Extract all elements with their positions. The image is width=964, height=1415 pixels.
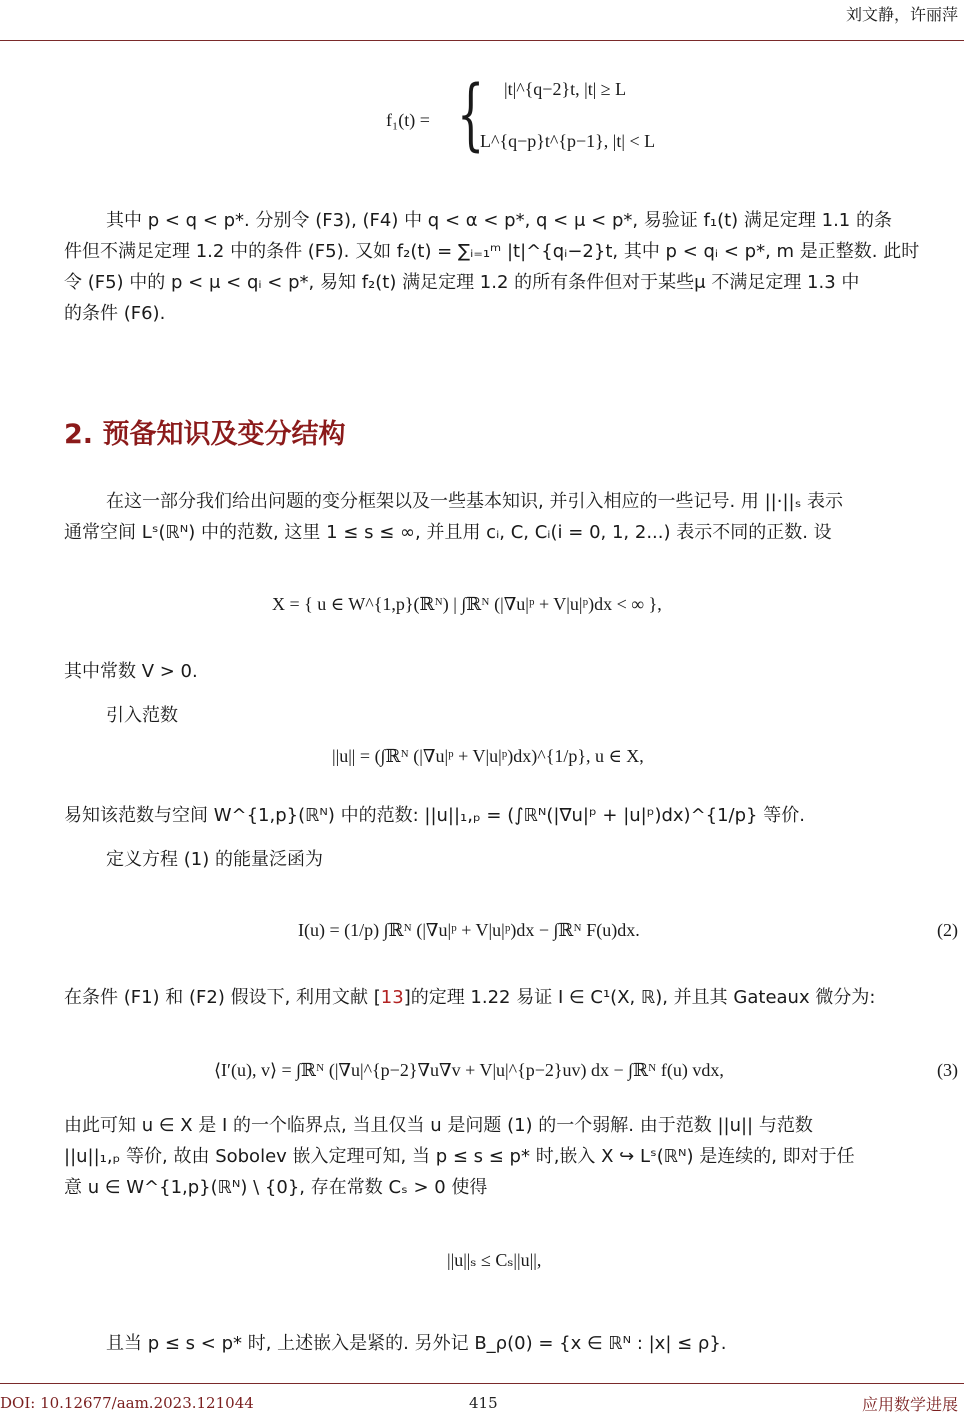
f1-brace: { <box>457 70 485 160</box>
paragraph-critical-point <box>64 1110 964 1203</box>
paragraph-introduce-norm: 引入范数 <box>106 705 178 726</box>
paragraph-compact-embedding: 且当 p ≤ s < p* 时, 上述嵌入是紧的. 另外记 B_ρ(0) = {x ∈ ℝᴺ : |x| ≤ ρ}. <box>106 1333 727 1354</box>
page-number: 415 <box>469 1394 498 1412</box>
paragraph-line: 由此可知 u ∈ X 是 I 的一个临界点, 当且仅当 u 是问题 (1) 的一个弱解. 由于范数 ||u|| 与范数 <box>64 1115 813 1136</box>
equation-norm-def: ||u|| = (∫ℝᴺ (|∇u|ᵖ + V|u|ᵖ)dx)^{1/p}, u ∈ X, <box>332 746 644 766</box>
paragraph-line: 令 (F5) 中的 p < μ < qᵢ < p*, 易知 f₂(t) 满足定理 1.2 的所有条件但对于某些μ 不满足定理 1.3 中 <box>64 272 860 293</box>
equation-number-3: (3) <box>937 1060 958 1080</box>
paragraph-intro <box>64 486 964 548</box>
equation-sobolev: ||u||ₛ ≤ Cₛ||u||, <box>447 1250 542 1270</box>
footer-doi[interactable]: DOI: 10.12677/aam.2023.121044 <box>0 1394 254 1412</box>
paragraph-constant-V: 其中常数 V > 0. <box>64 661 198 682</box>
paragraph-text: ]的定理 1.22 易证 I ∈ C¹(X, ℝ), 并且其 Gateaux 微分为: <box>403 987 876 1008</box>
citation-link[interactable]: 13 <box>380 987 404 1008</box>
f1-case1: |t|^{q−2}t, |t| ≥ L <box>504 79 627 99</box>
paragraph-f2-example <box>64 205 964 329</box>
equation-I-def: I(u) = (1/p) ∫ℝᴺ (|∇u|ᵖ + V|u|ᵖ)dx − ∫ℝᴺ F(u)dx. <box>298 920 640 940</box>
paragraph-line: 的条件 (F6). <box>64 303 166 324</box>
f1-case2: L^{q−p}t^{p−1}, |t| < L <box>480 131 656 151</box>
paragraph-line: ||u||₁,ₚ 等价, 故由 Sobolev 嵌入定理可知, 当 p ≤ s ≤ p* 时,嵌入 X ↪ Lˢ(ℝᴺ) 是连续的, 即对于任 <box>64 1146 855 1167</box>
equation-number-2: (2) <box>937 920 958 940</box>
paragraph-line: 其中 p < q < p*. 分别令 (F3), (F4) 中 q < α < p*, q < μ < p*, 易验证 f₁(t) 满足定理 1.1 的条 <box>106 210 892 231</box>
equation-derivative: ⟨I′(u), v⟩ = ∫ℝᴺ (|∇u|^{p−2}∇u∇v + V|u|^{p−2}uv) dx − ∫ℝᴺ f(u) vdx, <box>214 1060 724 1080</box>
section-title: 2. 预备知识及变分结构 <box>64 419 346 450</box>
paragraph-gateaux <box>64 982 964 1013</box>
f1-lhs: f₁(t) = <box>386 110 430 130</box>
paragraph-text: 在条件 (F1) 和 (F2) 假设下, 利用文献 [ <box>64 987 381 1008</box>
journal-name: 应用数学进展 <box>861 1395 958 1414</box>
paragraph-energy-functional: 定义方程 (1) 的能量泛函为 <box>106 849 323 870</box>
paragraph-line: 通常空间 Lˢ(ℝᴺ) 中的范数, 这里 1 ≤ s ≤ ∞, 并且用 cᵢ, C, Cᵢ(i = 0, 1, 2...) 表示不同的正数. 设 <box>64 522 832 543</box>
paragraph-line: 在这一部分我们给出问题的变分框架以及一些基本知识, 并引入相应的一些记号. 用 ||·||ₛ 表示 <box>106 491 844 512</box>
header-rule <box>0 40 964 41</box>
paragraph-line: 件但不满足定理 1.2 中的条件 (F5). 又如 f₂(t) = ∑ᵢ₌₁ᵐ |t|^{qᵢ−2}t, 其中 p < qᵢ < p*, m 是正整数. 此时 <box>64 241 920 262</box>
paragraph-line: 意 u ∈ W^{1,p}(ℝᴺ) \ {0}, 存在常数 Cₛ > 0 使得 <box>64 1177 488 1198</box>
equation-X-def: X = { u ∈ W^{1,p}(ℝᴺ) | ∫ℝᴺ (|∇u|ᵖ + V|u|ᵖ)dx < ∞ }, <box>272 594 662 614</box>
header-authors: 刘文静，许丽萍 <box>845 5 958 24</box>
footer-rule <box>0 1383 964 1384</box>
paragraph-norm-equivalence: 易知该范数与空间 W^{1,p}(ℝᴺ) 中的范数: ||u||₁,ₚ = (∫ℝᴺ(|∇u|ᵖ + |u|ᵖ)dx)^{1/p} 等价. <box>64 805 805 826</box>
